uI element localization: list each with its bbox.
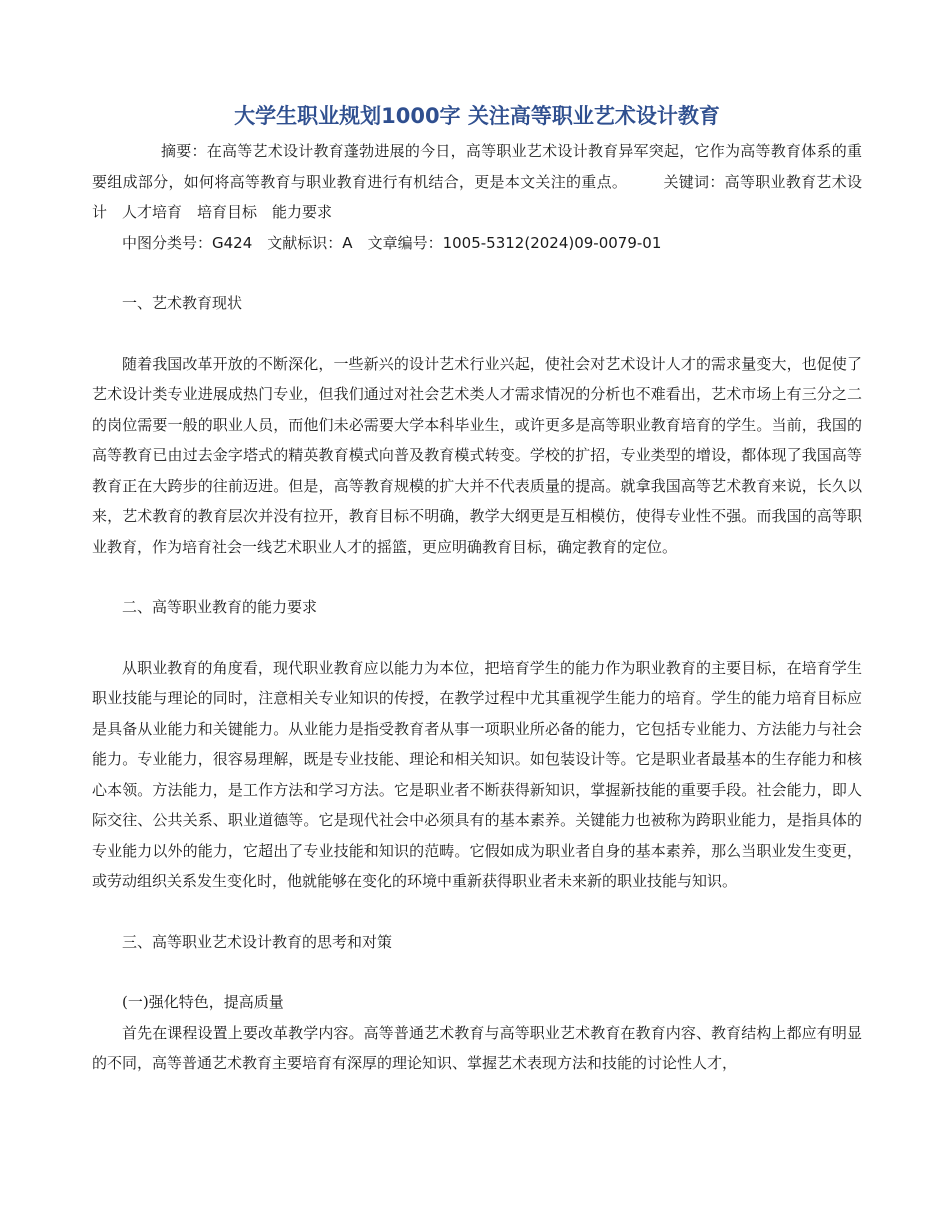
subsection-heading: (一)强化特色，提高质量 [122,993,284,1011]
clc-value: G424 [212,233,253,252]
section-heading: 三、高等职业艺术设计教育的思考和对策 [122,932,393,951]
abstract-label: 摘要： [161,142,207,160]
subsection-paragraph: 首先在课程设置上要改革教学内容。高等普通艺术教育与高等职业艺术教育在教育内容、教育结构上都应有明显的不同，高等普通艺术教育主要培育有深厚的理论知识、掌握艺术表现方法和技能的讨论性人才， [92,1023,862,1072]
section-paragraph: 从职业教育的角度看，现代职业教育应以能力为本位，把培育学生的能力作为职业教育的主要目标，在培育学生职业技能与理论的同时，注意相关专业知识的传授，在教学过程中尤其重视学生能力的培育。学生的能力培育目标应是具备从业能力和关键能力。从业能力是指受教育者从事一项职业所必备的能力，它包括专业能力、方法能力与社会能力。专业能力，很容易理解，既是专业技能、理论和相关知识。如包装设计等。它是职业者最基本的生存能力和核心本领。方法能力，是工作方法和学习方法。它是职业者不断获得新知识，掌握新技能的重要手段。社会能力，即人际交往、公共关系、职业道德等。它是现代社会中必须具有的基本素养。关键能力也被称为跨职业能力，是指具体的专业能力以外的能力，它超出了专业技能和知识的范畴。它假如成为职业者自身的基本素养，那么当职业发生变更，或劳动组织关系发生变化时，他就能够在变化的环境中重新获得职业者未来新的职业技能与知识。 [92,658,862,890]
document-page [92,100,862,1079]
article-number-value: 1005-5312(2024)09-0079-01 [442,233,662,252]
keyword-item: 培育目标 [197,203,258,221]
section-paragraph: 随着我国改革开放的不断深化，一些新兴的设计艺术行业兴起，使社会对艺术设计人才的需求量变大，也促使了艺术设计类专业进展成热门专业，但我们通过对社会艺术类人才需求情况的分析也不难看出，艺术市场上有三分之二的岗位需要一般的职业人员，而他们未必需要大学本科毕业生，或许更多是高等职业教育培育的学生。当前，我国的高等教育已由过去金字塔式的精英教育模式向普及教育模式转变。学校的扩招，专业类型的增设，都体现了我国高等教育正在大跨步的往前迈进。但是，高等教育规模的扩大并不代表质量的提高。就拿我国高等艺术教育来说，长久以来，艺术教育的教育层次并没有拉开，教育目标不明确，教学大纲更是互相模仿，使得专业性不强。而我国的高等职业教育，作为培育社会一线艺术职业人才的摇篮，更应明确教育目标，确定教育的定位。 [92,354,862,556]
doc-code-label: 文献标识： [267,233,343,252]
keyword-item: 高等职业教育艺术设计 [92,172,862,221]
section-heading: 二、高等职业教育的能力要求 [122,598,318,616]
clc-label: 中图分类号： [122,233,213,252]
keywords-label: 关键词： [663,172,725,191]
abstract-text: 在高等艺术设计教育蓬勃进展的今日，高等职业艺术设计教育异军突起，它作为高等教育体系的重要组成部分，如何将高等教育与职业教育进行有机结合，更是本文关注的重点。 [92,142,862,191]
abstract-paragraph [92,136,862,228]
article-number-label: 文章编号： [367,233,443,252]
keyword-item: 能力要求 [272,203,333,221]
doc-code-value: A [342,233,353,252]
keyword-item: 人才培育 [122,203,183,221]
classification-line [92,228,862,259]
document-title: 大学生职业规划1000字 关注高等职业艺术设计教育 [234,104,720,128]
section-heading: 一、艺术教育现状 [122,294,243,312]
